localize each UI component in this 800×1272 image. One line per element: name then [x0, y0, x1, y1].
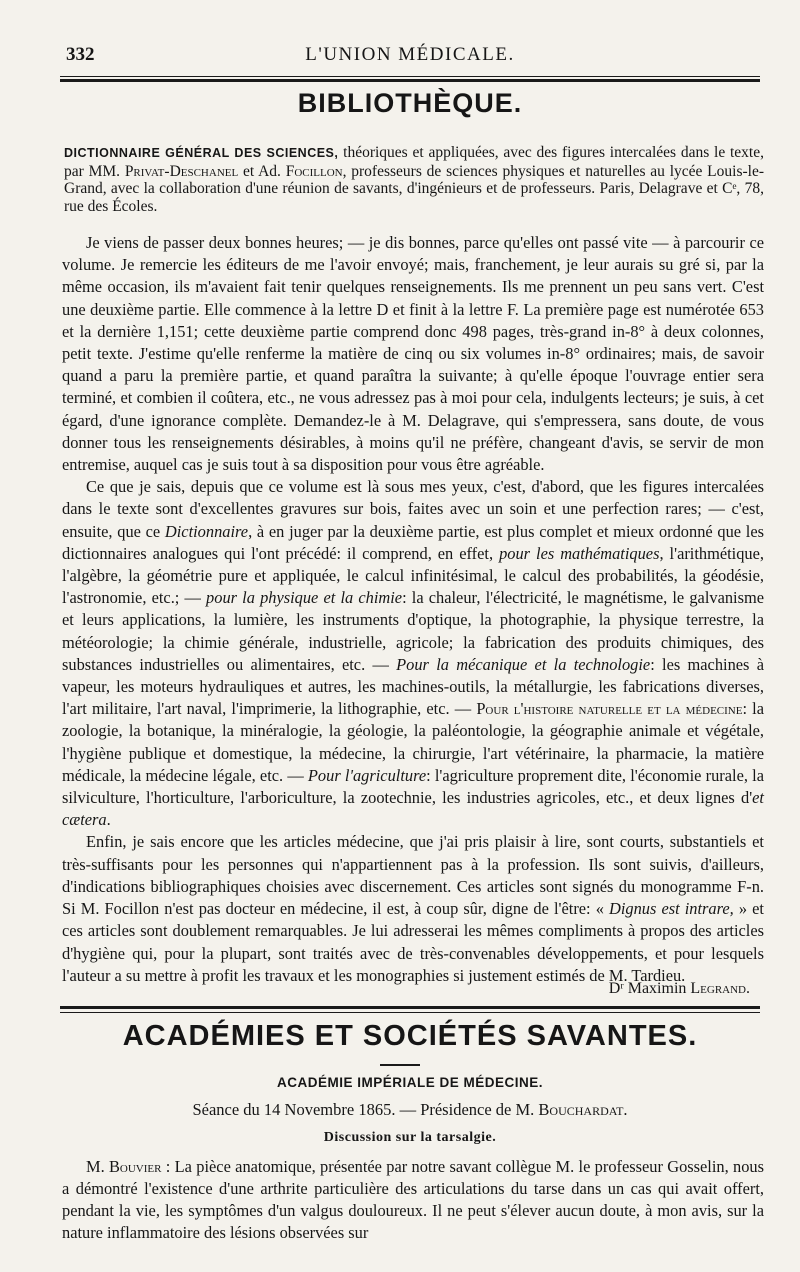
- discussion-topic: Discussion sur la tarsalgie.: [323, 1130, 497, 1145]
- short-rule: [380, 1064, 420, 1066]
- paragraph: Ce que je sais, depuis que ce volume est là sous mes yeux, c'est, d'abord, que les figures intercalées dans le texte sont d'excellentes gravures sur bois, faites avec un soin et une perfection rares; — c'est, ensuite, que ce Dictionnaire, à en juger par la deuxième partie, est plus complet et mieux ordonné que les dictionnaires analogues qui l'ont précédé: il comprend, en effet, pour les mathématiques, l'arithmétique, l'algèbre, la géométrie pure et appliquée, le calcul infinitésimal, le calcul des probabilités, la géodésie, l'astronomie, etc.; — pour la physique et la chimie: la chaleur, l'électricité, le magnétisme, le galvanisme et leurs applications, la lumière, les instruments d'optique, la photographie, la physique terrestre, la météorologie; la chimie générale, industrielle, agricole; la fabrication des produits chimiques, des substances industrielles ou alimentaires, etc. — Pour la mécanique et la technologie: les machines à vapeur, les moteurs hydrauliques et autres, les machines-outils, la métallurgie, les fabrications diverses, l'art militaire, l'art naval, l'imprimerie, la lithographie, etc. — Pour l'histoire naturelle et la médecine: la zoologie, la botanique, la minéralogie, la géologie, la paléontologie, la géographie animale et végétale, l'hygiène publique et domestique, la médecine, la chirurgie, l'art vétérinaire, la pharmacie, la matière médicale, la médecine légale, etc. — Pour l'agriculture: l'agriculture proprement dite, l'économie rurale, la silviculture, l'horticulture, l'arboriculture, la zootechnie, les industries agricoles, etc., et deux lignes d'et cætera.: [62, 477, 765, 830]
- section-rule-thick: [60, 1006, 760, 1009]
- bibliotheque-title: BIBLIOTHÈQUE.: [297, 88, 523, 118]
- paragraph: Je viens de passer deux bonnes heures; — je dis bonnes, parce qu'elles ont passé vite — à parcourir ce volume. Je remercie les éditeurs de me l'avoir envoyé; mais, franchement, je leur aurais su gré si, par la même occasion, ils m'avaient fait tenir quelques renseignements. Ils me prennent un peu sans vert. C'est une deuxième partie. Elle commence à la lettre D et finit à la lettre F. La première page est numérotée 653 et la dernière 1,151; cette deuxième partie comprend donc 498 pages, très-grand in-8° à deux colonnes, petit texte. J'estime qu'elle renferme la matière de cinq ou six volumes in-8° ordinaires; mais, de savoir quand a paru la première partie, et quand paraîtra la suivante; à qu'elle époque l'ouvrage entier sera terminé, et combien il coûtera, etc., ne vous adressez pas à moi pour cela, indulgents lecteurs; je suis, à cet égard, d'une ignorance complète. Demandez-le à M. Delagrave, qui s'empressera, sans doute, de vous donner tous les renseignements désirables, à moins qu'il ne préfère, changeant d'avis, se servir de mon entremise, auquel cas je suis tout à sa disposition pour vous être agréable.: [62, 233, 764, 475]
- header-rule: [60, 76, 760, 77]
- header-rule-thick: [60, 79, 760, 82]
- session-line: Séance du 14 Novembre 1865. — Présidence de M. Bouchardat.: [192, 1100, 628, 1119]
- author-name: Focillon: [285, 162, 343, 180]
- section-rule: [60, 1012, 760, 1013]
- paragraph: M. Bouvier : La pièce anatomique, présentée par notre savant collègue M. le professeur Gosselin, nous a démontré l'existence d'une arthrite particulière des articulations du tarse dans un cas qui avait offert, pendant la vie, les symptômes d'un valgus douloureux. Il ne peut s'élever aucun doute, à mon avis, sur la nature inflammatoire des lésions observées sur: [62, 1157, 764, 1242]
- speaker-name: M. Bouvier: [86, 1157, 162, 1176]
- signature: Dʳ Maximin Legrand.: [608, 980, 750, 997]
- page-number: 332: [66, 44, 95, 65]
- running-header: [60, 44, 760, 72]
- journal-title: L'UNION MÉDICALE.: [305, 44, 515, 65]
- review-text: [62, 232, 764, 987]
- book-title: DICTIONNAIRE GÉNÉRAL DES SCIENCES,: [64, 146, 339, 160]
- academy-name: ACADÉMIE IMPÉRIALE DE MÉDECINE.: [276, 1075, 544, 1090]
- book-entry: DICTIONNAIRE GÉNÉRAL DES SCIENCES, théoriques et appliquées, avec des figures intercalées dans le texte, par MM. Privat-Deschanel et Ad. Focillon, professeurs de sciences physiques et naturelles au lycée Louis-le-Grand, avec la collaboration d'une réunion de savants, d'ingénieurs et de professeurs. Paris, Delagrave et Cᵉ, 78, rue des Écoles.: [64, 144, 765, 215]
- author-name: Privat-Deschanel: [124, 162, 239, 180]
- academies-title: ACADÉMIES ET SOCIÉTÉS SAVANTES.: [122, 1020, 698, 1052]
- paragraph: Enfin, je sais encore que les articles médecine, que j'ai pris plaisir à lire, sont courts, substantiels et très-suffisants pour les personnes qui n'appartiennent pas à la profession. Ils sont suivis, d'ailleurs, d'indications bibliographiques choisies avec discernement. Ces articles sont signés du monogramme F-n. Si M. Focillon n'est pas docteur en médecine, il est, à coup sûr, digne de l'être: « Dignus est intrare, » et ces articles sont doublement remarquables. Je lui adresserai les mêmes compliments à propos des articles d'hygiène qui, pour la plupart, sont traités avec de très-convenables développements, et pour lesquels l'auteur a su mettre à profit les travaux et les monographies si justement estimés de M. Tardieu.: [62, 832, 764, 985]
